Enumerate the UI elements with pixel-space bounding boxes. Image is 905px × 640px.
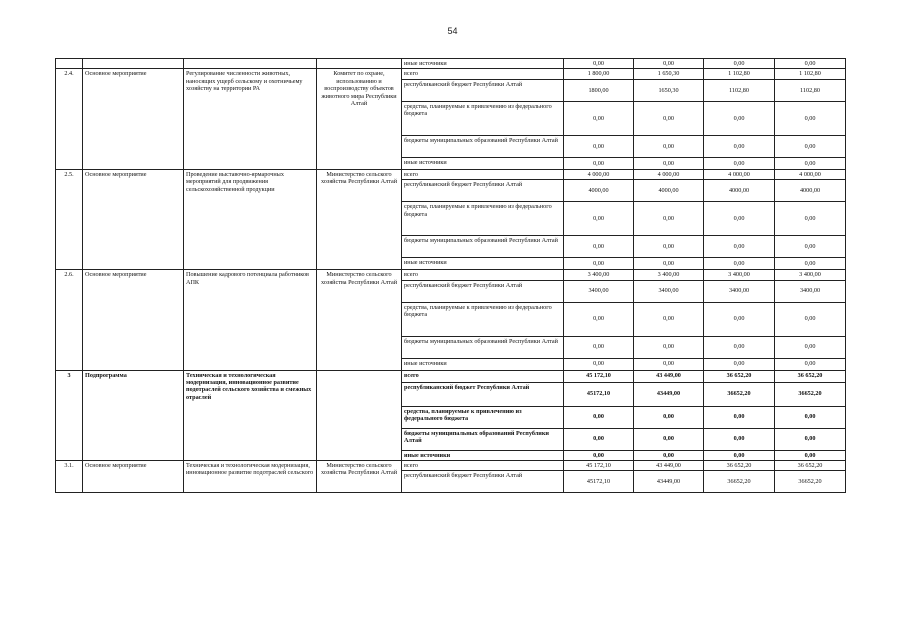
source-cell: республиканский бюджет Республики Алтай [402,382,564,406]
value-cell: 0,00 [704,336,775,358]
value-cell: 0,00 [564,428,634,450]
value-cell: 3400,00 [775,280,846,302]
value-cell: 0,00 [564,236,634,258]
value-cell: 0,00 [775,258,846,270]
item-executor: Министерство сельского хозяйства Республики Алтай [317,270,402,370]
value-cell: 36652,20 [704,471,775,493]
value-cell: 3400,00 [704,280,775,302]
value-cell: 0,00 [564,258,634,270]
table-row [56,270,846,280]
value-cell: 36652,20 [775,471,846,493]
value-cell: 0,00 [704,157,775,169]
value-cell: 0,00 [634,450,704,460]
value-cell: 0,00 [634,157,704,169]
value-cell: 0,00 [775,135,846,157]
item-type: Основное мероприятие [83,270,184,370]
value-cell: 43 449,00 [634,461,704,471]
value-cell: 0,00 [775,336,846,358]
value-cell: 0,00 [634,258,704,270]
empty-cell [83,59,184,69]
value-cell: 0,00 [564,59,634,69]
value-cell: 0,00 [704,450,775,460]
item-number: 2.5. [56,169,83,269]
value-cell: 1 800,00 [564,69,634,79]
value-cell: 0,00 [775,202,846,236]
table-row [56,461,846,471]
item-type: Основное мероприятие [83,461,184,493]
value-cell: 4000,00 [564,180,634,202]
item-type: Основное мероприятие [83,169,184,269]
value-cell: 36652,20 [704,382,775,406]
value-cell: 0,00 [775,101,846,135]
item-number: 3.1. [56,461,83,493]
value-cell: 0,00 [704,358,775,370]
value-cell: 0,00 [704,202,775,236]
value-cell: 4000,00 [704,180,775,202]
source-cell: бюджеты муниципальных образований Республики Алтай [402,236,564,258]
value-cell: 1 650,30 [634,69,704,79]
value-cell: 0,00 [775,358,846,370]
source-cell: иные источники [402,258,564,270]
value-cell: 0,00 [564,450,634,460]
value-cell: 4 000,00 [775,169,846,179]
value-cell: 0,00 [634,59,704,69]
source-cell: бюджеты муниципальных образований Республики Алтай [402,336,564,358]
source-cell: всего [402,461,564,471]
value-cell: 45172,10 [564,382,634,406]
item-type: Основное мероприятие [83,69,184,169]
source-cell: иные источники [402,59,564,69]
value-cell: 0,00 [634,101,704,135]
value-cell: 1102,80 [704,79,775,101]
value-cell: 4 000,00 [704,169,775,179]
item-name: Техническая и технологическая модернизация, инновационное развитие подотраслей сельского хозяйства и смежных отраслей [184,370,317,460]
source-cell: всего [402,270,564,280]
value-cell: 0,00 [634,358,704,370]
value-cell: 45 172,10 [564,461,634,471]
source-cell: всего [402,169,564,179]
item-number: 2.6. [56,270,83,370]
value-cell: 4 000,00 [634,169,704,179]
value-cell: 0,00 [564,302,634,336]
source-cell: бюджеты муниципальных образований Республики Алтай [402,428,564,450]
value-cell: 0,00 [564,135,634,157]
item-name: Техническая и технологическая модернизация, инновационное развитие подотраслей сельского [184,461,317,493]
value-cell: 0,00 [704,236,775,258]
empty-cell [317,59,402,69]
value-cell: 1102,80 [775,79,846,101]
value-cell: 0,00 [564,358,634,370]
item-number: 2.4. [56,69,83,169]
source-cell: бюджеты муниципальных образований Республики Алтай [402,135,564,157]
value-cell: 0,00 [775,450,846,460]
table-row [56,59,846,69]
value-cell: 36 652,20 [775,370,846,382]
value-cell: 0,00 [564,157,634,169]
value-cell: 3 400,00 [704,270,775,280]
value-cell: 0,00 [564,336,634,358]
value-cell: 0,00 [704,101,775,135]
value-cell: 3 400,00 [634,270,704,280]
value-cell: 43 449,00 [634,370,704,382]
value-cell: 0,00 [775,236,846,258]
value-cell: 0,00 [704,258,775,270]
value-cell: 0,00 [634,202,704,236]
value-cell: 0,00 [775,59,846,69]
value-cell: 0,00 [775,157,846,169]
item-name: Повышение кадрового потенциала работников АПК [184,270,317,370]
value-cell: 0,00 [634,135,704,157]
value-cell: 45172,10 [564,471,634,493]
value-cell: 36 652,20 [704,370,775,382]
value-cell: 0,00 [775,406,846,428]
value-cell: 3400,00 [634,280,704,302]
source-cell: республиканский бюджет Республики Алтай [402,280,564,302]
item-name: Проведение выставочно-ярмарочных мероприятий для продвижения сельскохозяйственной продукции [184,169,317,269]
source-cell: средства, планируемые к привлечению из федерального бюджета [402,202,564,236]
value-cell: 0,00 [634,406,704,428]
item-executor: Министерство сельского хозяйства Республики Алтай [317,169,402,269]
value-cell: 1650,30 [634,79,704,101]
value-cell: 0,00 [564,406,634,428]
value-cell: 0,00 [704,59,775,69]
source-cell: республиканский бюджет Республики Алтай [402,79,564,101]
value-cell: 3 400,00 [564,270,634,280]
value-cell: 0,00 [634,336,704,358]
page-number: 54 [447,26,458,36]
value-cell: 0,00 [704,302,775,336]
page-bottom-margin [0,549,905,640]
source-cell: иные источники [402,358,564,370]
value-cell: 0,00 [704,406,775,428]
value-cell: 1 102,80 [775,69,846,79]
item-number: 3 [56,370,83,460]
value-cell: 0,00 [704,428,775,450]
empty-cell [56,59,83,69]
value-cell: 36 652,20 [775,461,846,471]
value-cell: 4000,00 [634,180,704,202]
source-cell: республиканский бюджет Республики Алтай [402,471,564,493]
value-cell: 0,00 [704,135,775,157]
value-cell: 0,00 [634,428,704,450]
value-cell: 0,00 [564,101,634,135]
value-cell: 0,00 [634,302,704,336]
table-row [56,69,846,79]
source-cell: республиканский бюджет Республики Алтай [402,180,564,202]
source-cell: иные источники [402,450,564,460]
value-cell: 0,00 [564,202,634,236]
table-row [56,169,846,179]
value-cell: 36 652,20 [704,461,775,471]
item-name: Регулирование численности животных, наносящих ущерб сельскому и охотничьему хозяйству на территории РА [184,69,317,169]
item-executor: Министерство сельского хозяйства Республики Алтай [317,461,402,493]
program-funding-table [55,58,846,493]
value-cell: 1 102,80 [704,69,775,79]
value-cell: 0,00 [775,428,846,450]
value-cell: 4000,00 [775,180,846,202]
source-cell: всего [402,370,564,382]
value-cell: 36652,20 [775,382,846,406]
value-cell: 4 000,00 [564,169,634,179]
item-executor: Комитет по охране, использованию и воспроизводству объектов животного мира Республики Алтай [317,69,402,169]
empty-cell [184,59,317,69]
value-cell: 0,00 [634,236,704,258]
value-cell: 3400,00 [564,280,634,302]
value-cell: 43449,00 [634,382,704,406]
source-cell: средства, планируемые к привлечению из федерального бюджета [402,101,564,135]
source-cell: средства, планируемые к привлечению из федерального бюджета [402,406,564,428]
item-type: Подпрограмма [83,370,184,460]
item-executor [317,370,402,460]
table-row [56,370,846,382]
value-cell: 45 172,10 [564,370,634,382]
source-cell: средства, планируемые к привлечению из федерального бюджета [402,302,564,336]
value-cell: 0,00 [775,302,846,336]
value-cell: 3 400,00 [775,270,846,280]
source-cell: иные источники [402,157,564,169]
value-cell: 43449,00 [634,471,704,493]
source-cell: всего [402,69,564,79]
value-cell: 1800,00 [564,79,634,101]
